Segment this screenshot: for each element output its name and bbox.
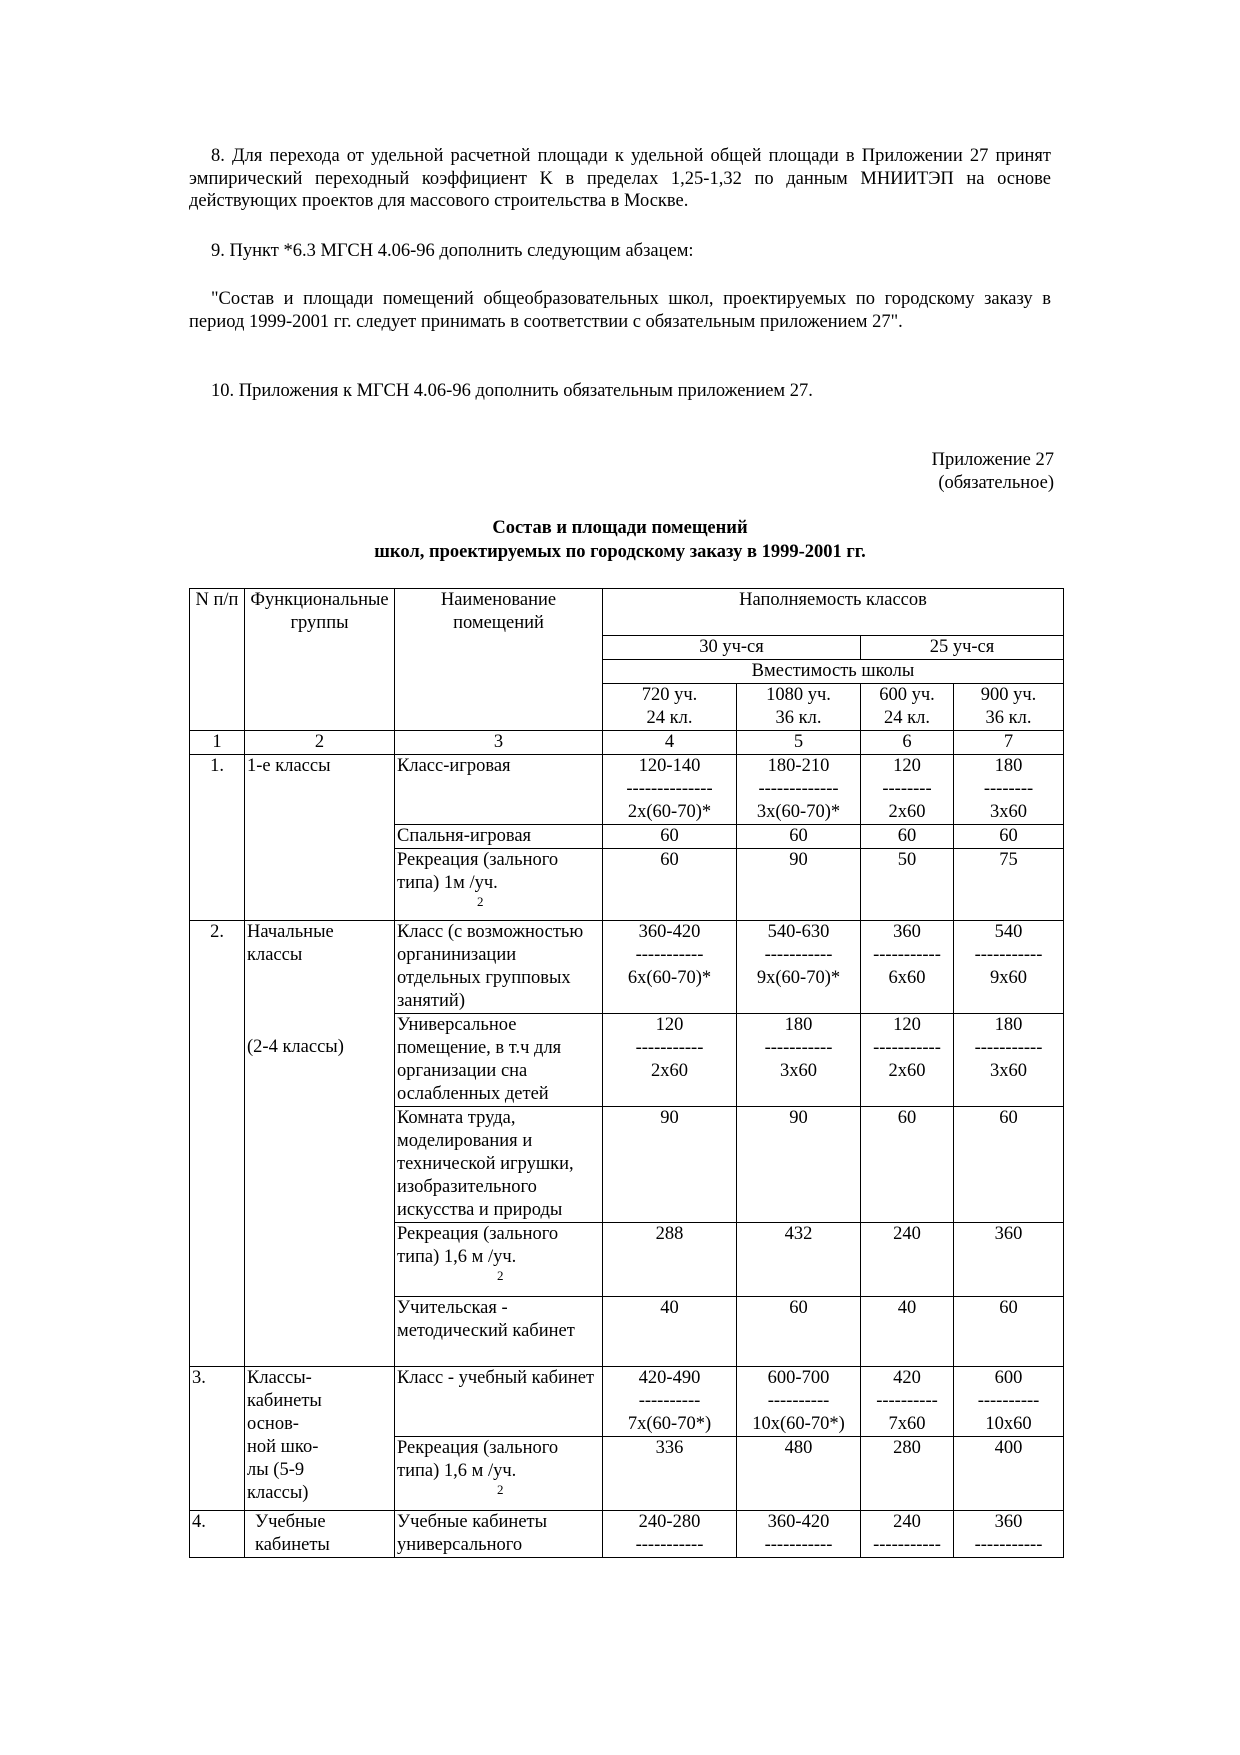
value-cell: 240	[861, 1223, 954, 1297]
value-cell: 240-280 -----------	[603, 1511, 737, 1558]
colnum-5: 5	[737, 731, 861, 755]
value-cell: 336	[603, 1437, 737, 1511]
value-cell: 360-420 ----------- 6x(60-70)*	[603, 921, 737, 1014]
group-num: 1.	[190, 755, 245, 921]
header-row-1	[190, 589, 1064, 636]
room-name: Учительская - методический кабинет	[395, 1297, 603, 1367]
paragraph-10: 10. Приложения к МГСН 4.06-96 дополнить обязательным приложением 27.	[211, 381, 813, 401]
group-name: Начальные классы (2-4 классы)	[245, 921, 395, 1367]
table-title	[189, 516, 1051, 564]
value-cell: 420 ---------- 7x60	[861, 1367, 954, 1437]
value-cell: 60	[603, 849, 737, 921]
value-cell: 480	[737, 1437, 861, 1511]
header-groups: Функциональные группы	[245, 589, 395, 731]
value-cell: 180 -------- 3x60	[954, 755, 1064, 825]
value-cell: 120 ----------- 2x60	[603, 1014, 737, 1107]
group-name: Учебные кабинеты	[245, 1511, 395, 1558]
room-name: Спальня-игровая	[395, 825, 603, 849]
value-cell: 60	[861, 825, 954, 849]
column-numbers-row	[190, 731, 1064, 755]
header-col7: 900 уч. 36 кл.	[954, 684, 1064, 731]
value-cell: 120-140 -------------- 2x(60-70)*	[603, 755, 737, 825]
colnum-3: 3	[395, 731, 603, 755]
value-cell: 120 -------- 2x60	[861, 755, 954, 825]
value-cell: 360 ----------- 6x60	[861, 921, 954, 1014]
header-rooms: Наименование помещений	[395, 589, 603, 731]
header-25: 25 уч-ся	[861, 636, 1064, 660]
value-cell: 432	[737, 1223, 861, 1297]
room-name: Комната труда, моделирования и технической игрушки, изобразительного искусства и природы	[395, 1107, 603, 1223]
value-cell: 360 -----------	[954, 1511, 1064, 1558]
value-cell: 90	[737, 1107, 861, 1223]
value-cell: 360	[954, 1223, 1064, 1297]
group-name: 1-е классы	[245, 755, 395, 921]
value-cell: 400	[954, 1437, 1064, 1511]
room-name: Класс - учебный кабинет	[395, 1367, 603, 1437]
paragraph-8: 8. Для перехода от удельной расчетной площади к удельной общей площади в Приложении 27 принят эмпирический переходный коэффициент K в пределах 1,25-1,32 по данным МНИИТЭП на основе действующих проектов для массового строительства в Москве.	[189, 146, 1051, 211]
room-name: Рекреация (зального типа) 1,6 м /уч. 2	[395, 1437, 603, 1511]
header-capacity: Вместимость школы	[603, 660, 1064, 684]
header-num: N п/п	[190, 589, 245, 731]
value-cell: 540-630 ----------- 9x(60-70)*	[737, 921, 861, 1014]
value-cell: 360-420 -----------	[737, 1511, 861, 1558]
header-fill: Наполняемость классов	[603, 589, 1064, 636]
room-name: Класс (с возможностью органинизации отдельных групповых занятий)	[395, 921, 603, 1014]
colnum-2: 2	[245, 731, 395, 755]
table-title-line1: Состав и площади помещений	[492, 518, 748, 538]
group-name: Классы- кабинеты основ- ной шко- лы (5-9 классы)	[245, 1367, 395, 1511]
value-cell: 60	[954, 1297, 1064, 1367]
appendix-label	[932, 449, 1054, 495]
group-num: 4.	[190, 1511, 245, 1558]
value-cell: 280	[861, 1437, 954, 1511]
value-cell: 60	[737, 1297, 861, 1367]
table-row	[190, 755, 1064, 825]
value-cell: 40	[603, 1297, 737, 1367]
value-cell: 600-700 ---------- 10x(60-70*)	[737, 1367, 861, 1437]
rooms-table	[189, 588, 1064, 1558]
value-cell: 60	[603, 825, 737, 849]
table-row	[190, 921, 1064, 1014]
table-title-line2: школ, проектируемых по городскому заказу в 1999-2001 гг.	[374, 542, 866, 562]
value-cell: 60	[861, 1107, 954, 1223]
value-cell: 600 ---------- 10x60	[954, 1367, 1064, 1437]
value-cell: 60	[954, 825, 1064, 849]
colnum-4: 4	[603, 731, 737, 755]
value-cell: 180-210 ------------- 3x(60-70)*	[737, 755, 861, 825]
value-cell: 60	[954, 1107, 1064, 1223]
value-cell: 90	[737, 849, 861, 921]
value-cell: 75	[954, 849, 1064, 921]
room-name: Класс-игровая	[395, 755, 603, 825]
value-cell: 420-490 ---------- 7x(60-70*)	[603, 1367, 737, 1437]
value-cell: 540 ----------- 9x60	[954, 921, 1064, 1014]
value-cell: 40	[861, 1297, 954, 1367]
table-row	[190, 1367, 1064, 1437]
table-row	[190, 1511, 1064, 1558]
value-cell: 120 ----------- 2x60	[861, 1014, 954, 1107]
value-cell: 180 ----------- 3x60	[954, 1014, 1064, 1107]
colnum-6: 6	[861, 731, 954, 755]
room-name: Универсальное помещение, в т.ч для организации сна ослабленных детей	[395, 1014, 603, 1107]
header-col5: 1080 уч. 36 кл.	[737, 684, 861, 731]
room-name: Учебные кабинеты универсального	[395, 1511, 603, 1558]
value-cell: 240 -----------	[861, 1511, 954, 1558]
header-col4: 720 уч. 24 кл.	[603, 684, 737, 731]
room-name: Рекреация (зального типа) 1м /уч. 2	[395, 849, 603, 921]
paragraph-quote: "Состав и площади помещений общеобразовательных школ, проектируемых по городскому заказу в период 1999-2001 гг. следует принимать в соответствии с обязательным приложением 27".	[189, 289, 1051, 332]
group-num: 2.	[190, 921, 245, 1367]
value-cell: 60	[737, 825, 861, 849]
value-cell: 288	[603, 1223, 737, 1297]
colnum-7: 7	[954, 731, 1064, 755]
colnum-1: 1	[190, 731, 245, 755]
group-num: 3.	[190, 1367, 245, 1511]
paragraph-9: 9. Пункт *6.3 МГСН 4.06-96 дополнить следующим абзацем:	[211, 241, 694, 261]
value-cell: 180 ----------- 3x60	[737, 1014, 861, 1107]
appendix-status: (обязательное)	[938, 473, 1054, 493]
value-cell: 50	[861, 849, 954, 921]
appendix-number: Приложение 27	[931, 450, 1054, 470]
header-30: 30 уч-ся	[603, 636, 861, 660]
header-col6: 600 уч. 24 кл.	[861, 684, 954, 731]
room-name: Рекреация (зального типа) 1,6 м /уч. 2	[395, 1223, 603, 1297]
value-cell: 90	[603, 1107, 737, 1223]
